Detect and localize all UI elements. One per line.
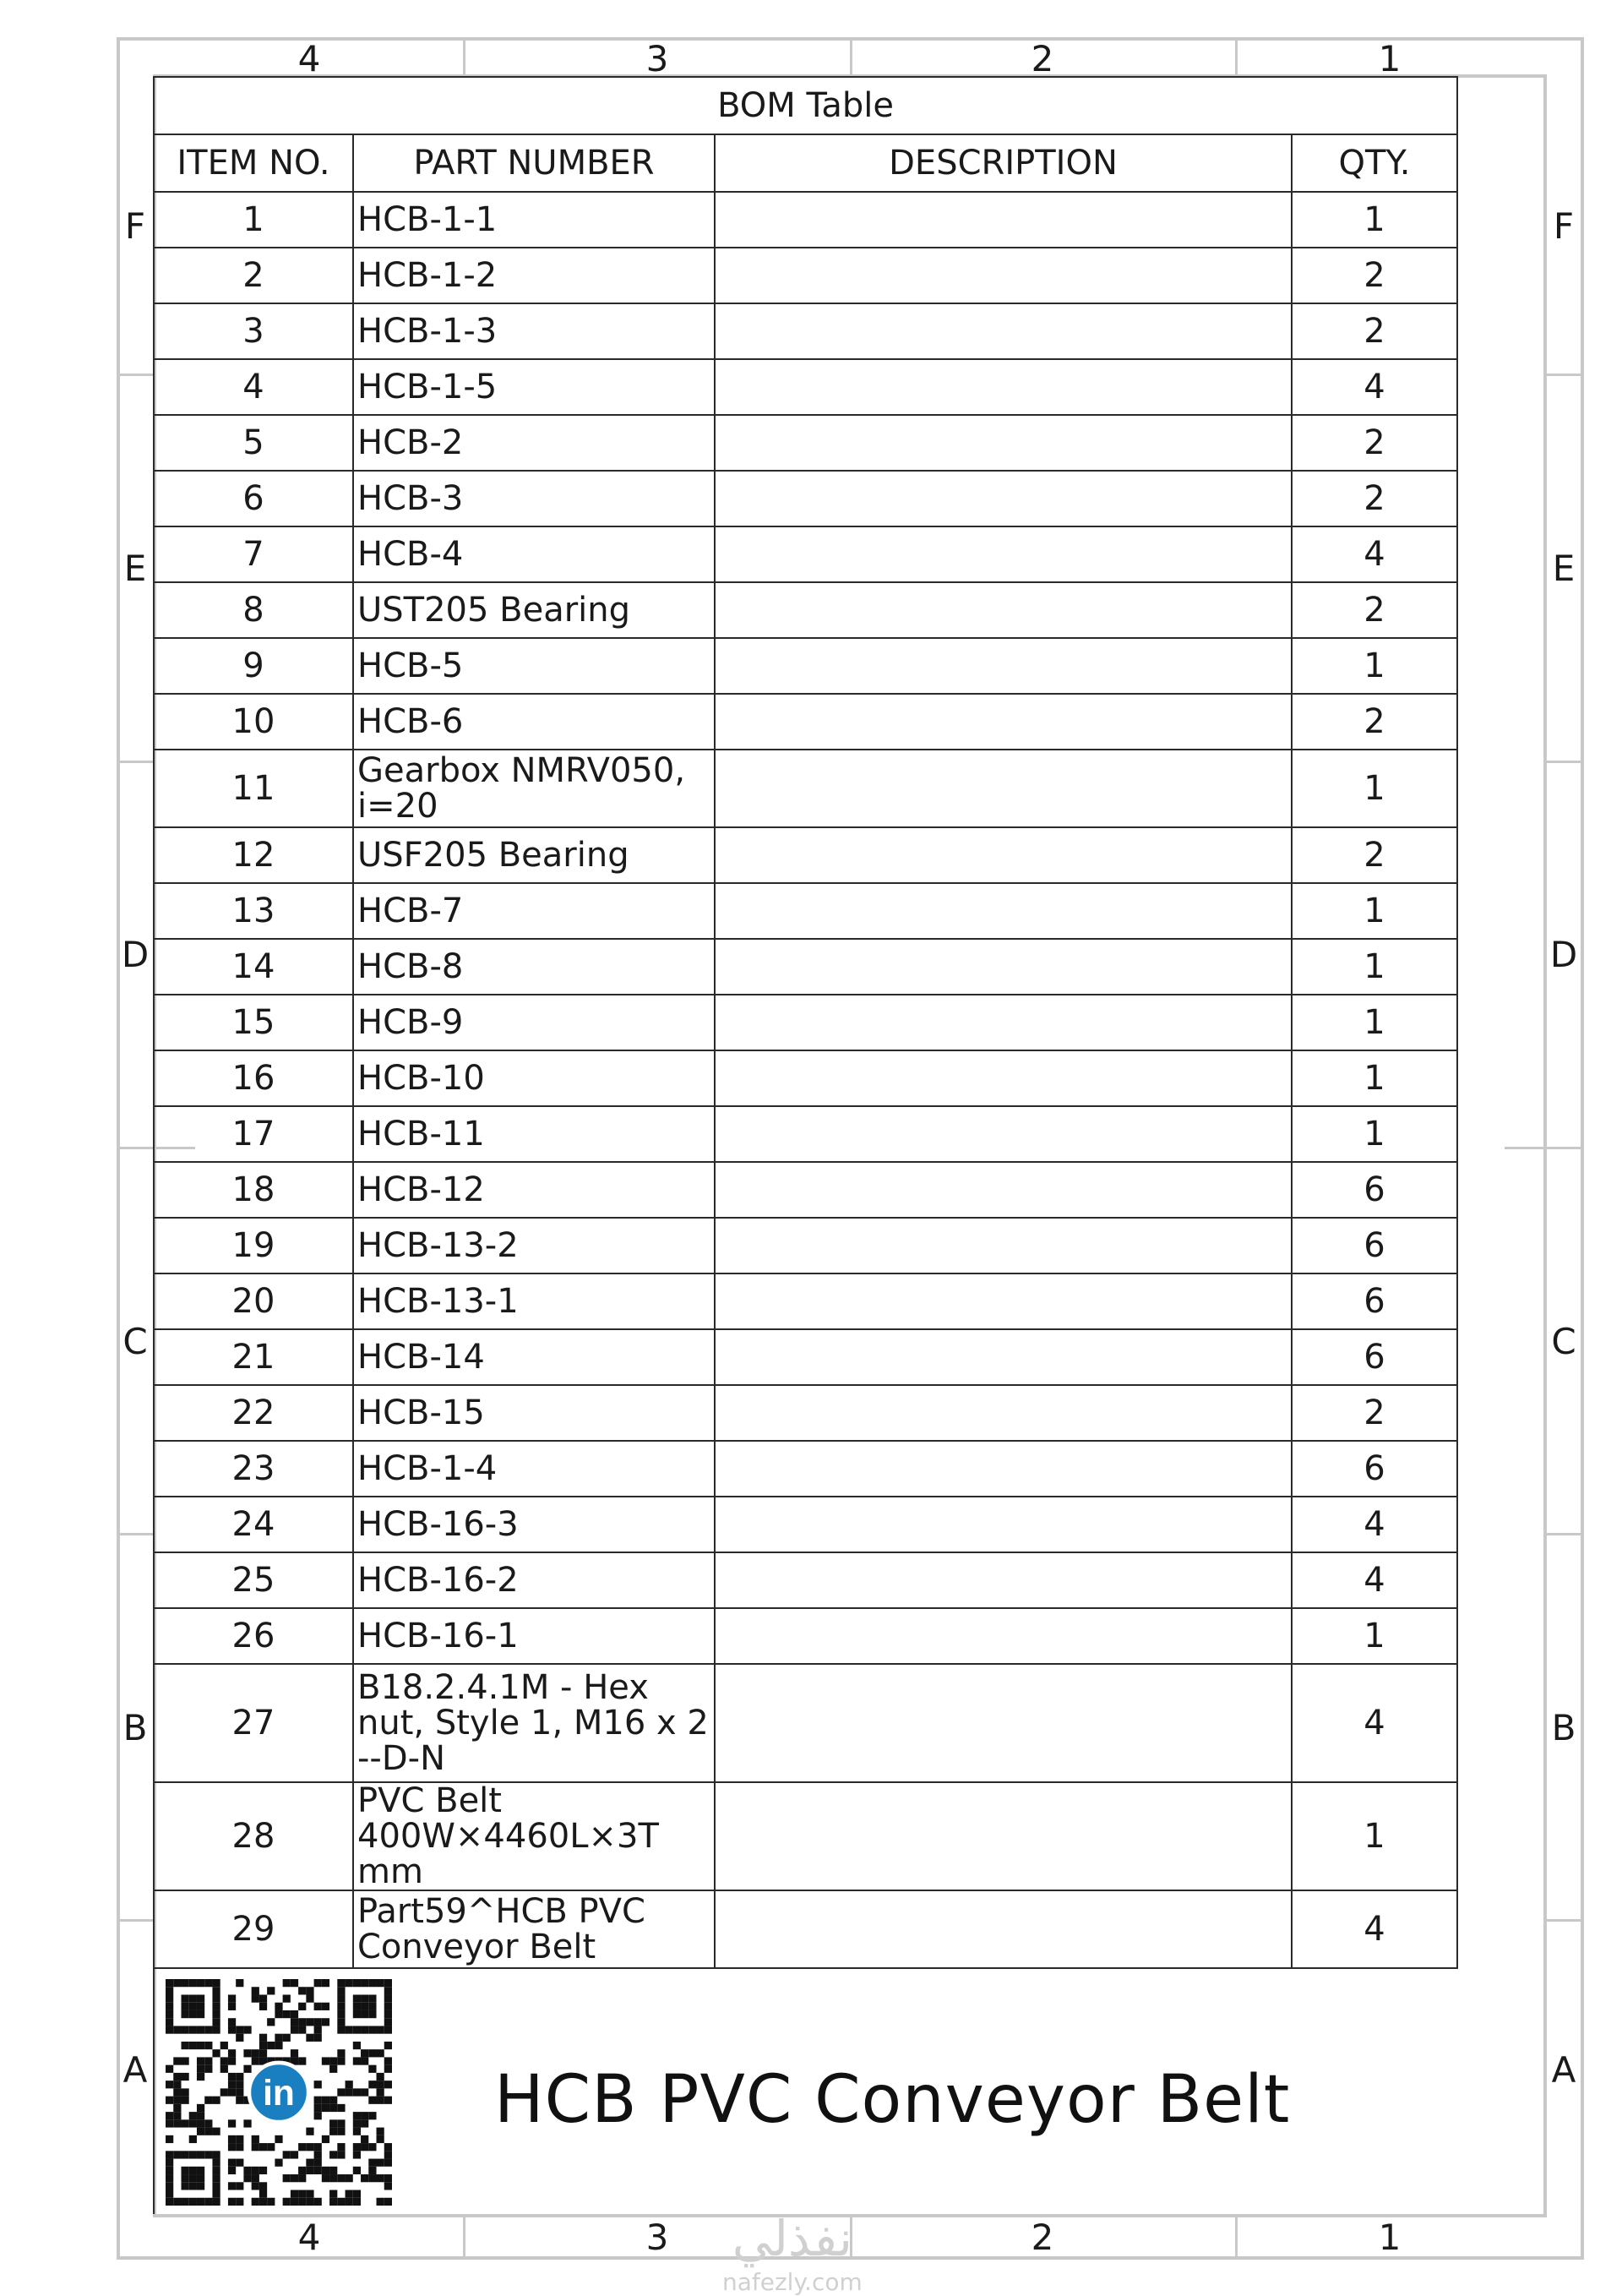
table-row <box>154 883 1457 939</box>
table-row <box>154 1890 1457 1968</box>
zone-col-top-1: 1 <box>1378 38 1402 79</box>
table-row <box>154 827 1457 883</box>
description-cell <box>715 1050 1292 1106</box>
linkedin-badge-text: in <box>263 2073 295 2113</box>
table-row <box>154 359 1457 415</box>
item-number-cell: 11 <box>154 750 353 827</box>
table-row <box>154 1050 1457 1106</box>
part-number-cell: HCB-10 <box>353 1050 715 1106</box>
quantity-cell: 6 <box>1292 1329 1457 1385</box>
description-cell <box>715 1608 1292 1664</box>
quantity-cell: 4 <box>1292 526 1457 582</box>
zone-row-right-D: D <box>1549 934 1578 975</box>
zone-row-left-B: B <box>122 1707 148 1748</box>
table-row <box>154 1664 1457 1782</box>
part-number-cell: HCB-5 <box>353 638 715 694</box>
table-row <box>154 303 1457 359</box>
part-number-cell: HCB-16-2 <box>353 1552 715 1608</box>
zone-tick <box>1547 1919 1584 1922</box>
description-cell <box>715 1497 1292 1552</box>
description-cell <box>715 694 1292 750</box>
zone-col-top-3: 3 <box>645 38 669 79</box>
zone-row-left-C: C <box>122 1321 148 1362</box>
zone-tick <box>1505 1147 1584 1149</box>
item-number-cell: 24 <box>154 1497 353 1552</box>
description-cell <box>715 192 1292 248</box>
quantity-cell: 2 <box>1292 471 1457 526</box>
description-cell <box>715 1890 1292 1968</box>
zone-row-right-C: C <box>1551 1321 1576 1362</box>
drawing-title: HCB PVC Conveyor Belt <box>494 2062 1291 2138</box>
quantity-cell: 1 <box>1292 192 1457 248</box>
zone-tick <box>117 374 153 376</box>
quantity-cell: 1 <box>1292 995 1457 1050</box>
watermark-logo-text: نفذلي <box>732 2210 852 2267</box>
quantity-cell: 1 <box>1292 1782 1457 1890</box>
item-number-cell: 1 <box>154 192 353 248</box>
part-number-cell: HCB-1-5 <box>353 359 715 415</box>
item-number-cell: 18 <box>154 1162 353 1218</box>
zone-col-top-2: 2 <box>1031 38 1054 79</box>
table-row <box>154 694 1457 750</box>
quantity-cell: 4 <box>1292 1552 1457 1608</box>
part-number-cell: B18.2.4.1M - Hex nut, Style 1, M16 x 2 --D-N <box>353 1664 715 1782</box>
zone-col-bottom-4: 4 <box>297 2217 321 2258</box>
zone-row-right-E: E <box>1552 548 1576 589</box>
zone-row-right-B: B <box>1551 1707 1576 1748</box>
quantity-cell: 4 <box>1292 1497 1457 1552</box>
watermark-url: nafezly.com <box>722 2268 863 2296</box>
quantity-cell: 6 <box>1292 1218 1457 1273</box>
description-cell <box>715 1273 1292 1329</box>
description-cell <box>715 827 1292 883</box>
description-cell <box>715 1329 1292 1385</box>
table-row <box>154 1273 1457 1329</box>
description-cell <box>715 1441 1292 1497</box>
part-number-cell: UST205 Bearing <box>353 582 715 638</box>
item-number-cell: 16 <box>154 1050 353 1106</box>
description-cell <box>715 303 1292 359</box>
description-cell <box>715 1782 1292 1890</box>
table-row <box>154 192 1457 248</box>
item-number-cell: 14 <box>154 939 353 995</box>
watermark <box>722 2210 863 2296</box>
item-number-cell: 12 <box>154 827 353 883</box>
quantity-cell: 1 <box>1292 638 1457 694</box>
table-row <box>154 1106 1457 1162</box>
zone-tick <box>463 2217 465 2260</box>
item-number-cell: 26 <box>154 1608 353 1664</box>
item-number-cell: 20 <box>154 1273 353 1329</box>
description-cell <box>715 1552 1292 1608</box>
qr-code <box>166 1979 392 2206</box>
quantity-cell: 1 <box>1292 1050 1457 1106</box>
table-row <box>154 1385 1457 1441</box>
table-row <box>154 939 1457 995</box>
item-number-cell: 9 <box>154 638 353 694</box>
description-cell <box>715 471 1292 526</box>
table-row <box>154 638 1457 694</box>
zone-col-bottom-1: 1 <box>1378 2217 1402 2258</box>
part-number-cell: Gearbox NMRV050, i=20 <box>353 750 715 827</box>
item-number-cell: 19 <box>154 1218 353 1273</box>
part-number-cell: HCB-1-4 <box>353 1441 715 1497</box>
item-number-cell: 3 <box>154 303 353 359</box>
zone-row-right-A: A <box>1551 2049 1576 2091</box>
part-number-cell: HCB-1-3 <box>353 303 715 359</box>
quantity-cell: 6 <box>1292 1162 1457 1218</box>
zone-row-left-E: E <box>123 548 147 589</box>
item-number-cell: 2 <box>154 248 353 303</box>
item-number-cell: 4 <box>154 359 353 415</box>
bom-table <box>153 76 1458 1969</box>
description-cell <box>715 995 1292 1050</box>
quantity-cell: 2 <box>1292 248 1457 303</box>
part-number-cell: HCB-16-1 <box>353 1608 715 1664</box>
item-number-cell: 25 <box>154 1552 353 1608</box>
part-number-cell: HCB-12 <box>353 1162 715 1218</box>
zone-tick <box>463 37 465 74</box>
description-cell <box>715 359 1292 415</box>
description-cell <box>715 248 1292 303</box>
zone-tick <box>117 1919 153 1922</box>
table-row <box>154 750 1457 827</box>
bom-table-title: BOM Table <box>154 77 1457 134</box>
description-cell <box>715 638 1292 694</box>
description-cell <box>715 1106 1292 1162</box>
part-number-cell: HCB-14 <box>353 1329 715 1385</box>
part-number-cell: HCB-3 <box>353 471 715 526</box>
description-cell <box>715 526 1292 582</box>
quantity-cell: 2 <box>1292 1385 1457 1441</box>
quantity-cell: 4 <box>1292 1664 1457 1782</box>
table-row <box>154 1608 1457 1664</box>
header-description: DESCRIPTION <box>715 134 1292 192</box>
zone-col-bottom-2: 2 <box>1031 2217 1054 2258</box>
table-row <box>154 995 1457 1050</box>
quantity-cell: 1 <box>1292 883 1457 939</box>
table-row <box>154 1162 1457 1218</box>
table-row <box>154 1218 1457 1273</box>
quantity-cell: 1 <box>1292 750 1457 827</box>
description-cell <box>715 1218 1292 1273</box>
part-number-cell: HCB-4 <box>353 526 715 582</box>
table-row <box>154 415 1457 471</box>
table-row <box>154 1552 1457 1608</box>
item-number-cell: 5 <box>154 415 353 471</box>
quantity-cell: 2 <box>1292 694 1457 750</box>
part-number-cell: HCB-8 <box>353 939 715 995</box>
description-cell <box>715 750 1292 827</box>
zone-row-left-A: A <box>122 2049 148 2091</box>
table-row <box>154 1497 1457 1552</box>
zone-row-right-F: F <box>1553 205 1575 247</box>
item-number-cell: 17 <box>154 1106 353 1162</box>
zone-col-bottom-3: 3 <box>645 2217 669 2258</box>
zone-tick <box>1547 761 1584 763</box>
part-number-cell: HCB-1-2 <box>353 248 715 303</box>
header-item-no: ITEM NO. <box>154 134 353 192</box>
item-number-cell: 6 <box>154 471 353 526</box>
table-row <box>154 471 1457 526</box>
table-row <box>154 1782 1457 1890</box>
zone-tick <box>1547 374 1584 376</box>
item-number-cell: 15 <box>154 995 353 1050</box>
quantity-cell: 2 <box>1292 303 1457 359</box>
item-number-cell: 7 <box>154 526 353 582</box>
part-number-cell: HCB-2 <box>353 415 715 471</box>
description-cell <box>715 1385 1292 1441</box>
part-number-cell: HCB-6 <box>353 694 715 750</box>
part-number-cell: PVC Belt 400W×4460L×3T mm <box>353 1782 715 1890</box>
table-row <box>154 248 1457 303</box>
part-number-cell: HCB-11 <box>353 1106 715 1162</box>
part-number-cell: HCB-16-3 <box>353 1497 715 1552</box>
header-qty: QTY. <box>1292 134 1457 192</box>
bom-table-body <box>154 192 1457 1968</box>
part-number-cell: HCB-15 <box>353 1385 715 1441</box>
item-number-cell: 22 <box>154 1385 353 1441</box>
part-number-cell: HCB-9 <box>353 995 715 1050</box>
quantity-cell: 2 <box>1292 827 1457 883</box>
quantity-cell: 6 <box>1292 1441 1457 1497</box>
item-number-cell: 28 <box>154 1782 353 1890</box>
table-row <box>154 582 1457 638</box>
item-number-cell: 21 <box>154 1329 353 1385</box>
item-number-cell: 27 <box>154 1664 353 1782</box>
description-cell <box>715 939 1292 995</box>
zone-col-top-4: 4 <box>297 38 321 79</box>
quantity-cell: 1 <box>1292 1608 1457 1664</box>
table-row <box>154 1329 1457 1385</box>
description-cell <box>715 883 1292 939</box>
part-number-cell: HCB-1-1 <box>353 192 715 248</box>
part-number-cell: HCB-13-1 <box>353 1273 715 1329</box>
item-number-cell: 13 <box>154 883 353 939</box>
part-number-cell: Part59^HCB PVC Conveyor Belt <box>353 1890 715 1968</box>
quantity-cell: 1 <box>1292 1106 1457 1162</box>
table-row <box>154 1441 1457 1497</box>
item-number-cell: 8 <box>154 582 353 638</box>
quantity-cell: 2 <box>1292 415 1457 471</box>
table-row <box>154 526 1457 582</box>
description-cell <box>715 415 1292 471</box>
zone-tick <box>117 761 153 763</box>
item-number-cell: 29 <box>154 1890 353 1968</box>
zone-tick <box>117 1533 153 1535</box>
part-number-cell: USF205 Bearing <box>353 827 715 883</box>
part-number-cell: HCB-13-2 <box>353 1218 715 1273</box>
quantity-cell: 2 <box>1292 582 1457 638</box>
description-cell <box>715 1162 1292 1218</box>
zone-tick <box>850 37 852 74</box>
zone-tick <box>1235 37 1238 74</box>
quantity-cell: 1 <box>1292 939 1457 995</box>
quantity-cell: 4 <box>1292 1890 1457 1968</box>
zone-row-left-F: F <box>124 205 146 247</box>
part-number-cell: HCB-7 <box>353 883 715 939</box>
item-number-cell: 10 <box>154 694 353 750</box>
quantity-cell: 6 <box>1292 1273 1457 1329</box>
zone-row-left-D: D <box>121 934 150 975</box>
item-number-cell: 23 <box>154 1441 353 1497</box>
zone-tick <box>1235 2217 1238 2260</box>
zone-tick <box>1547 1533 1584 1535</box>
description-cell <box>715 582 1292 638</box>
quantity-cell: 4 <box>1292 359 1457 415</box>
header-part-number: PART NUMBER <box>353 134 715 192</box>
description-cell <box>715 1664 1292 1782</box>
